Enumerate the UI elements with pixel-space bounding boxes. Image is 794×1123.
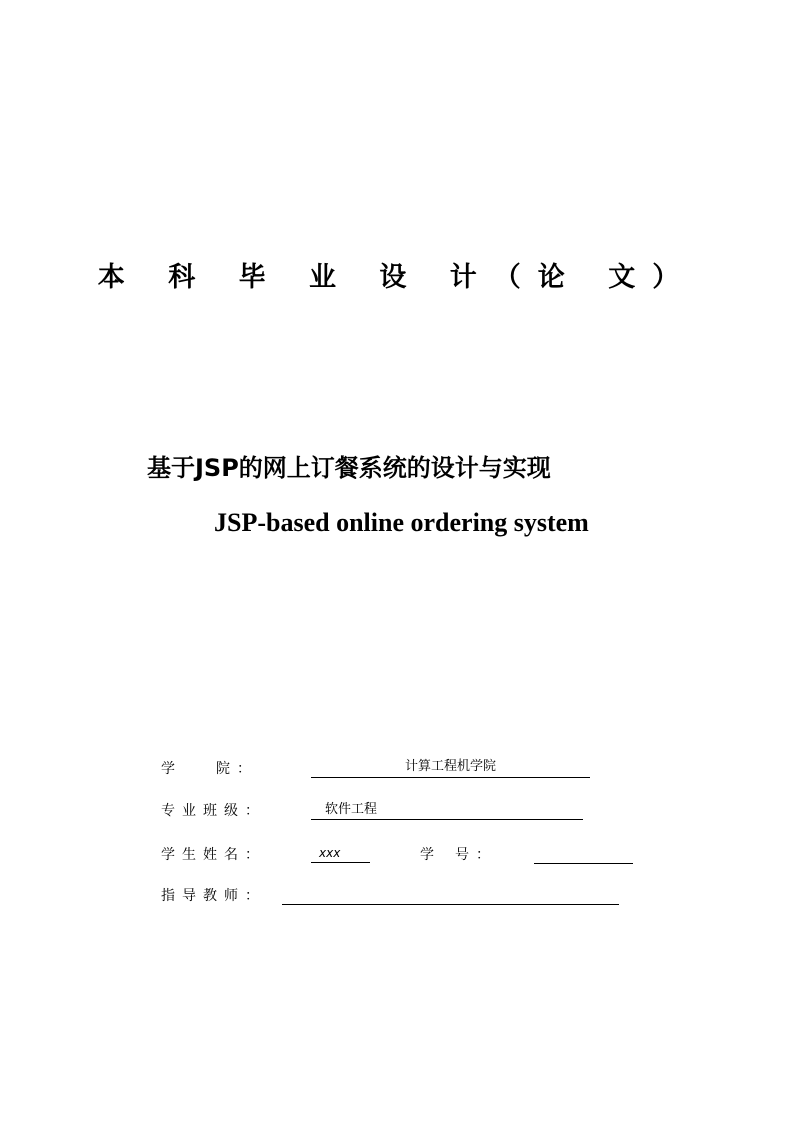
thesis-title-english: JSP-based online ordering system (214, 508, 589, 537)
major-class-label: 专业班级： (161, 803, 266, 819)
college-label-second: 院： (216, 761, 258, 777)
advisor-value (282, 885, 619, 905)
advisor-label: 指导教师： (161, 888, 266, 904)
student-name-label: 学生姓名： (161, 847, 266, 863)
student-id-label (420, 845, 497, 865)
college-value: 计算工程机学院 (311, 758, 590, 778)
student-name-value: xxx (311, 844, 370, 863)
college-label (161, 759, 258, 779)
major-class-value: 软件工程 (311, 801, 583, 820)
student-id-label-second: 号： (455, 847, 497, 863)
document-type-title: 本 科 毕 业 设 计（论 文） (97, 262, 697, 293)
college-label-first: 学 (161, 761, 182, 777)
thesis-title-chinese: 基于JSP的网上订餐系统的设计与实现 (147, 454, 551, 482)
student-id-label-first: 学 (420, 847, 441, 863)
student-id-value (534, 844, 633, 864)
